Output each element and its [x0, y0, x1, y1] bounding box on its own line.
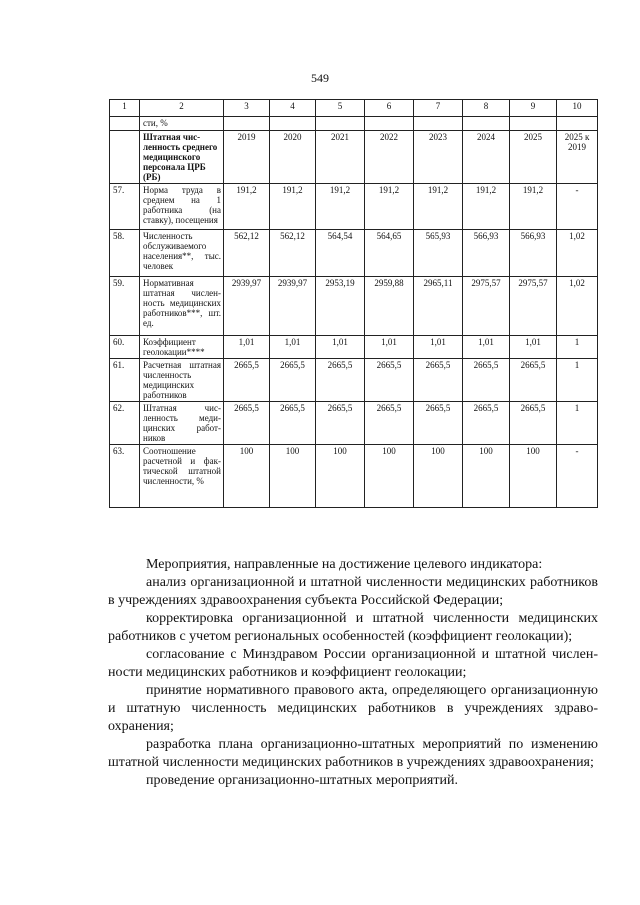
value-cell: 2939,97 [224, 277, 270, 336]
row-number-cell [110, 131, 140, 184]
value-cell: 2665,5 [365, 359, 414, 402]
value-cell: 191,2 [270, 184, 316, 230]
value-cell: 2665,5 [365, 402, 414, 445]
value-cell: 2665,5 [224, 402, 270, 445]
measure-item: разработка плана организационно-штатных мероприятий по изменению штатной численности медицинских работников в учреждениях здравоохранения; [108, 737, 598, 770]
column-number-cell: 9 [510, 100, 557, 117]
value-cell: 100 [463, 445, 510, 508]
value-cell [316, 117, 365, 131]
table-row [110, 445, 598, 508]
row-number-cell: 57. [110, 184, 140, 230]
table-row [110, 402, 598, 445]
value-cell: 566,93 [510, 230, 557, 277]
value-cell: 1,01 [463, 336, 510, 359]
value-cell: 2665,5 [316, 402, 365, 445]
table-row [110, 359, 598, 402]
value-cell: 191,2 [365, 184, 414, 230]
table-row [110, 230, 598, 277]
value-cell: 2023 [414, 131, 463, 184]
value-cell: 564,65 [365, 230, 414, 277]
value-cell: 100 [414, 445, 463, 508]
value-cell: 2665,5 [316, 359, 365, 402]
value-cell: 2665,5 [270, 359, 316, 402]
column-number-cell: 2 [140, 100, 224, 117]
value-cell: 2022 [365, 131, 414, 184]
value-cell [414, 117, 463, 131]
column-number-cell: 3 [224, 100, 270, 117]
indicator-label-cell: Нормативная штатная численность медицинских работников***, шт. ед. [140, 277, 224, 336]
value-cell: 2021 [316, 131, 365, 184]
measure-item: принятие нормативного правового акта, определяющего организационную и штатную численность медицинских работников в учреждениях здравоохранения; [108, 683, 598, 734]
value-cell: 1,01 [414, 336, 463, 359]
indicator-table [109, 99, 598, 508]
value-cell: - [557, 445, 598, 508]
value-cell: 2975,57 [463, 277, 510, 336]
table-row [110, 117, 598, 131]
measure-item: анализ организационной и штатной численности медицинских работников в учреждениях здравоохранения субъекта Российской Федерации; [108, 575, 598, 608]
row-number-cell: 59. [110, 277, 140, 336]
indicator-label-cell: Соотношение расчетной и фактической штатной численности, % [140, 445, 224, 508]
column-number-cell: 10 [557, 100, 598, 117]
indicator-label-cell: сти, % [140, 117, 224, 131]
value-cell: 2019 [224, 131, 270, 184]
value-cell: 100 [224, 445, 270, 508]
value-cell: 2665,5 [510, 359, 557, 402]
page-number: 549 [311, 71, 329, 85]
value-cell: 2665,5 [270, 402, 316, 445]
row-number-cell: 62. [110, 402, 140, 445]
value-cell: 2975,57 [510, 277, 557, 336]
column-number-cell: 6 [365, 100, 414, 117]
value-cell: 2024 [463, 131, 510, 184]
table-row [110, 336, 598, 359]
indicator-label-cell: Численность обслуживаемого населения**, тыс. человек [140, 230, 224, 277]
value-cell: 2665,5 [463, 402, 510, 445]
value-cell [510, 117, 557, 131]
value-cell: 562,12 [224, 230, 270, 277]
value-cell: 100 [316, 445, 365, 508]
value-cell: 1,01 [365, 336, 414, 359]
row-number-cell: 63. [110, 445, 140, 508]
value-cell: 100 [270, 445, 316, 508]
column-number-row [110, 100, 598, 117]
column-number-cell: 7 [414, 100, 463, 117]
value-cell: 2959,88 [365, 277, 414, 336]
measure-item: корректировка организационной и штатной численности медицинских работников с учетом региональных особенностей (коэффициент геолокации); [108, 611, 598, 644]
measure-item: согласование с Минздравом России организационной и штатной численности медицинских работников и коэффициент геолокации; [108, 647, 598, 680]
column-number-cell: 4 [270, 100, 316, 117]
row-number-cell: 61. [110, 359, 140, 402]
value-cell: 2665,5 [224, 359, 270, 402]
value-cell [557, 117, 598, 131]
value-cell: 191,2 [414, 184, 463, 230]
value-cell: 1,01 [510, 336, 557, 359]
column-number-cell: 5 [316, 100, 365, 117]
value-cell: 1 [557, 336, 598, 359]
measures-heading: Мероприятия, направленные на достижение целевого индикатора: [146, 557, 543, 572]
value-cell [365, 117, 414, 131]
value-cell: 191,2 [224, 184, 270, 230]
column-number-cell: 1 [110, 100, 140, 117]
value-cell: 2020 [270, 131, 316, 184]
value-cell: 2665,5 [463, 359, 510, 402]
value-cell: 100 [365, 445, 414, 508]
value-cell: 2939,97 [270, 277, 316, 336]
value-cell: 1 [557, 402, 598, 445]
measures-text [108, 556, 598, 790]
indicator-label-cell: Расчетная штатная численность медицинских работников [140, 359, 224, 402]
value-cell: 1,01 [224, 336, 270, 359]
value-cell: 2953,19 [316, 277, 365, 336]
table-row [110, 184, 598, 230]
table-row [110, 131, 598, 184]
indicator-label-cell: Норма труда в среднем на 1 работника (на ставку), посещения [140, 184, 224, 230]
value-cell [270, 117, 316, 131]
value-cell: 2025 к 2019 [557, 131, 598, 184]
value-cell: 1,02 [557, 277, 598, 336]
row-number-cell: 60. [110, 336, 140, 359]
value-cell: 1,01 [270, 336, 316, 359]
column-number-cell: 8 [463, 100, 510, 117]
value-cell: 566,93 [463, 230, 510, 277]
value-cell: 2965,11 [414, 277, 463, 336]
value-cell: 1 [557, 359, 598, 402]
row-number-cell [110, 117, 140, 131]
indicator-label-cell: Штатная численность среднего медицинского персонала ЦРБ (РБ) [140, 131, 224, 184]
value-cell: 565,93 [414, 230, 463, 277]
value-cell: 2665,5 [414, 359, 463, 402]
value-cell: 564,54 [316, 230, 365, 277]
indicator-label-cell: Коэффициент геолокации**** [140, 336, 224, 359]
table-row [110, 277, 598, 336]
value-cell: 191,2 [463, 184, 510, 230]
measure-item: проведение организационно-штатных мероприятий. [146, 773, 458, 788]
indicator-label-cell: Штатная численность медицинских работников [140, 402, 224, 445]
value-cell [463, 117, 510, 131]
value-cell: 2665,5 [414, 402, 463, 445]
value-cell: 1,02 [557, 230, 598, 277]
value-cell: 100 [510, 445, 557, 508]
value-cell: 191,2 [316, 184, 365, 230]
value-cell: 1,01 [316, 336, 365, 359]
value-cell [224, 117, 270, 131]
value-cell: 2025 [510, 131, 557, 184]
value-cell: 562,12 [270, 230, 316, 277]
row-number-cell: 58. [110, 230, 140, 277]
value-cell: - [557, 184, 598, 230]
value-cell: 2665,5 [510, 402, 557, 445]
value-cell: 191,2 [510, 184, 557, 230]
